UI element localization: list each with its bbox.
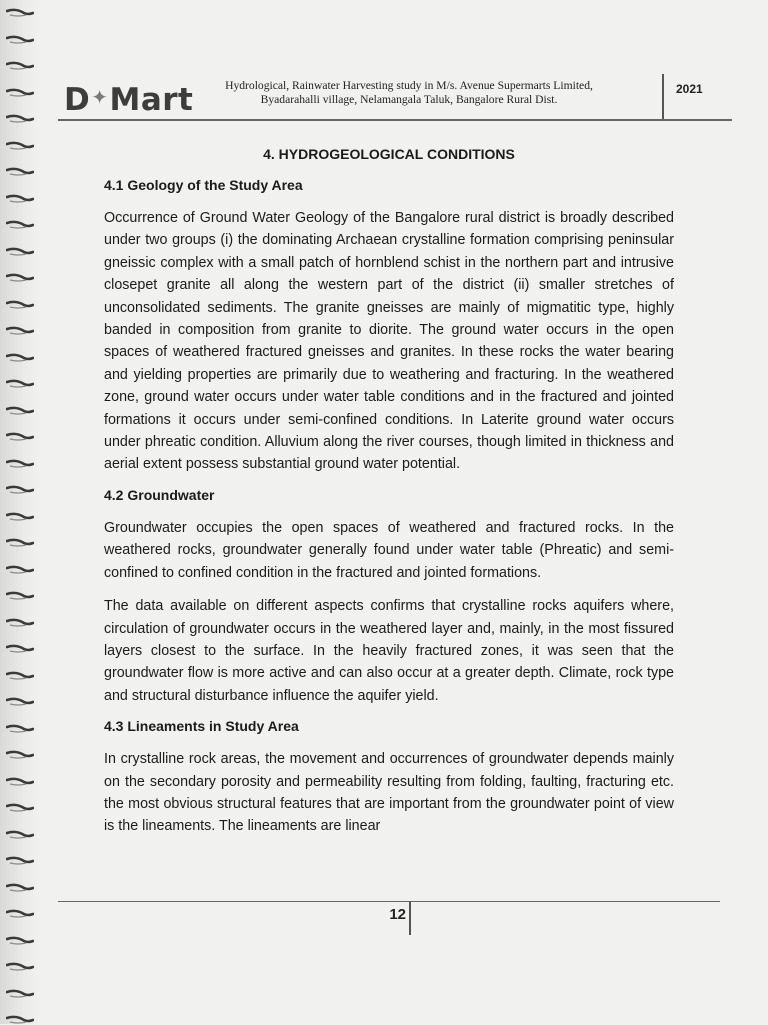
binding-coil — [6, 565, 34, 575]
binding-coil — [6, 803, 34, 813]
binding-coil — [6, 114, 34, 124]
binding-coil — [6, 88, 34, 98]
section-groundwater — [104, 487, 674, 707]
binding-coil — [6, 724, 34, 734]
binding-coil — [6, 856, 34, 866]
binding-coil — [6, 35, 34, 45]
binding-coil — [6, 194, 34, 204]
section-heading: 4.2 Groundwater — [104, 486, 215, 503]
section-geology — [104, 177, 674, 476]
binding-coil — [6, 591, 34, 601]
binding-coil — [6, 909, 34, 919]
binding-coil — [6, 936, 34, 946]
binding-coil — [6, 883, 34, 893]
binding-coil — [6, 459, 34, 469]
binding-coil — [6, 538, 34, 548]
binding-coil — [6, 141, 34, 151]
paragraph: In crystalline rock areas, the movement and occurrences of groundwater depends mainly on the secondary porosity and permeability resulting from folding, faulting, fracturing etc. the most obvious structural features that are important from the groundwater point of view is the lineaments. The lineaments are linear — [104, 751, 674, 835]
binding-coil — [6, 300, 34, 310]
paragraph: Groundwater occupies the open spaces of weathered and fractured rocks. In the weathered rocks, groundwater generally found under water table (Phreatic) and semi-confined to confined condition in the fractured and jointed formations. — [104, 519, 674, 581]
header-year: 2021 — [676, 82, 703, 96]
section-lineaments — [104, 718, 674, 838]
header-rule — [58, 119, 732, 121]
header-title-line2: Byadarahalli village, Nelamangala Taluk, Bangalore Rural Dist. — [260, 93, 558, 106]
binding-coil — [6, 777, 34, 787]
page-number: 12 — [389, 906, 406, 923]
paragraph: The data available on different aspects confirms that crystalline rocks aquifers where, circulation of groundwater occurs in the weathered layer and, mainly, in the most fissured layers closest to the surface. In the heavily fractured zones, it was seen that the groundwater flow is more active and can also occur at a greater depth. Climate, rock type and structural disturbance influence the aquifer yield. — [104, 598, 674, 704]
binding-coil — [6, 379, 34, 389]
logo-letter-d: D — [64, 82, 91, 118]
binding-coil — [6, 512, 34, 522]
footer-rule — [58, 901, 720, 902]
page-content — [104, 146, 674, 849]
binding-coil — [6, 247, 34, 257]
binding-coil — [6, 485, 34, 495]
header-title-line1: Hydrological, Rainwater Harvesting study in M/s. Avenue Supermarts Limited, — [225, 79, 593, 92]
header-divider — [662, 74, 664, 120]
binding-coil — [6, 618, 34, 628]
binding-coil — [6, 644, 34, 654]
binding-coil — [6, 406, 34, 416]
binding-coil — [6, 750, 34, 760]
binding-coil — [6, 989, 34, 999]
paragraph: Occurrence of Ground Water Geology of the Bangalore rural district is broadly described under two groups (i) the dominating Archaean crystalline formation comprising peninsular gneissic complex with a small patch of hornblend schist in the northern part and intrusive closepet granite all along the western part of the district (ii) smaller stretches of unconsolidated sediments. The granite gneisses are mainly of migmatitic type, highly banded in composition from granite to diorite. The ground water occurs in the open spaces of weathered fractured gneisses and granites. In these rocks the water bearing and yielding properties are primarily due to weathering and fracturing. In the weathered zone, ground water occurs under water table conditions and in the fractured and jointed formations it occurs under semi-confined conditions. In Laterite ground water occurs under phreatic condition. Alluvium along the river courses, though limited in thickness and aerial extent possess substantial ground water potential. — [104, 210, 674, 473]
binding-coil — [6, 61, 34, 71]
binding-coil — [6, 353, 34, 363]
spiral-binding — [0, 0, 40, 1024]
logo-star-icon: ✦ — [91, 85, 109, 109]
section-heading: 4.3 Lineaments in Study Area — [104, 718, 299, 735]
binding-coil — [6, 830, 34, 840]
binding-coil — [6, 8, 34, 18]
binding-coil — [6, 220, 34, 230]
header-title — [174, 79, 644, 107]
logo-letters-mart: Mart — [109, 82, 194, 118]
page-header — [58, 74, 730, 120]
binding-coil — [6, 962, 34, 972]
binding-coil — [6, 326, 34, 336]
binding-coil — [6, 273, 34, 283]
binding-coil — [6, 671, 34, 681]
section-heading: 4.1 Geology of the Study Area — [104, 177, 303, 193]
footer-divider — [409, 901, 411, 935]
chapter-title: 4. HYDROGEOLOGICAL CONDITIONS — [263, 146, 515, 162]
binding-coil — [6, 697, 34, 707]
binding-coil — [6, 432, 34, 442]
binding-coil — [6, 167, 34, 177]
